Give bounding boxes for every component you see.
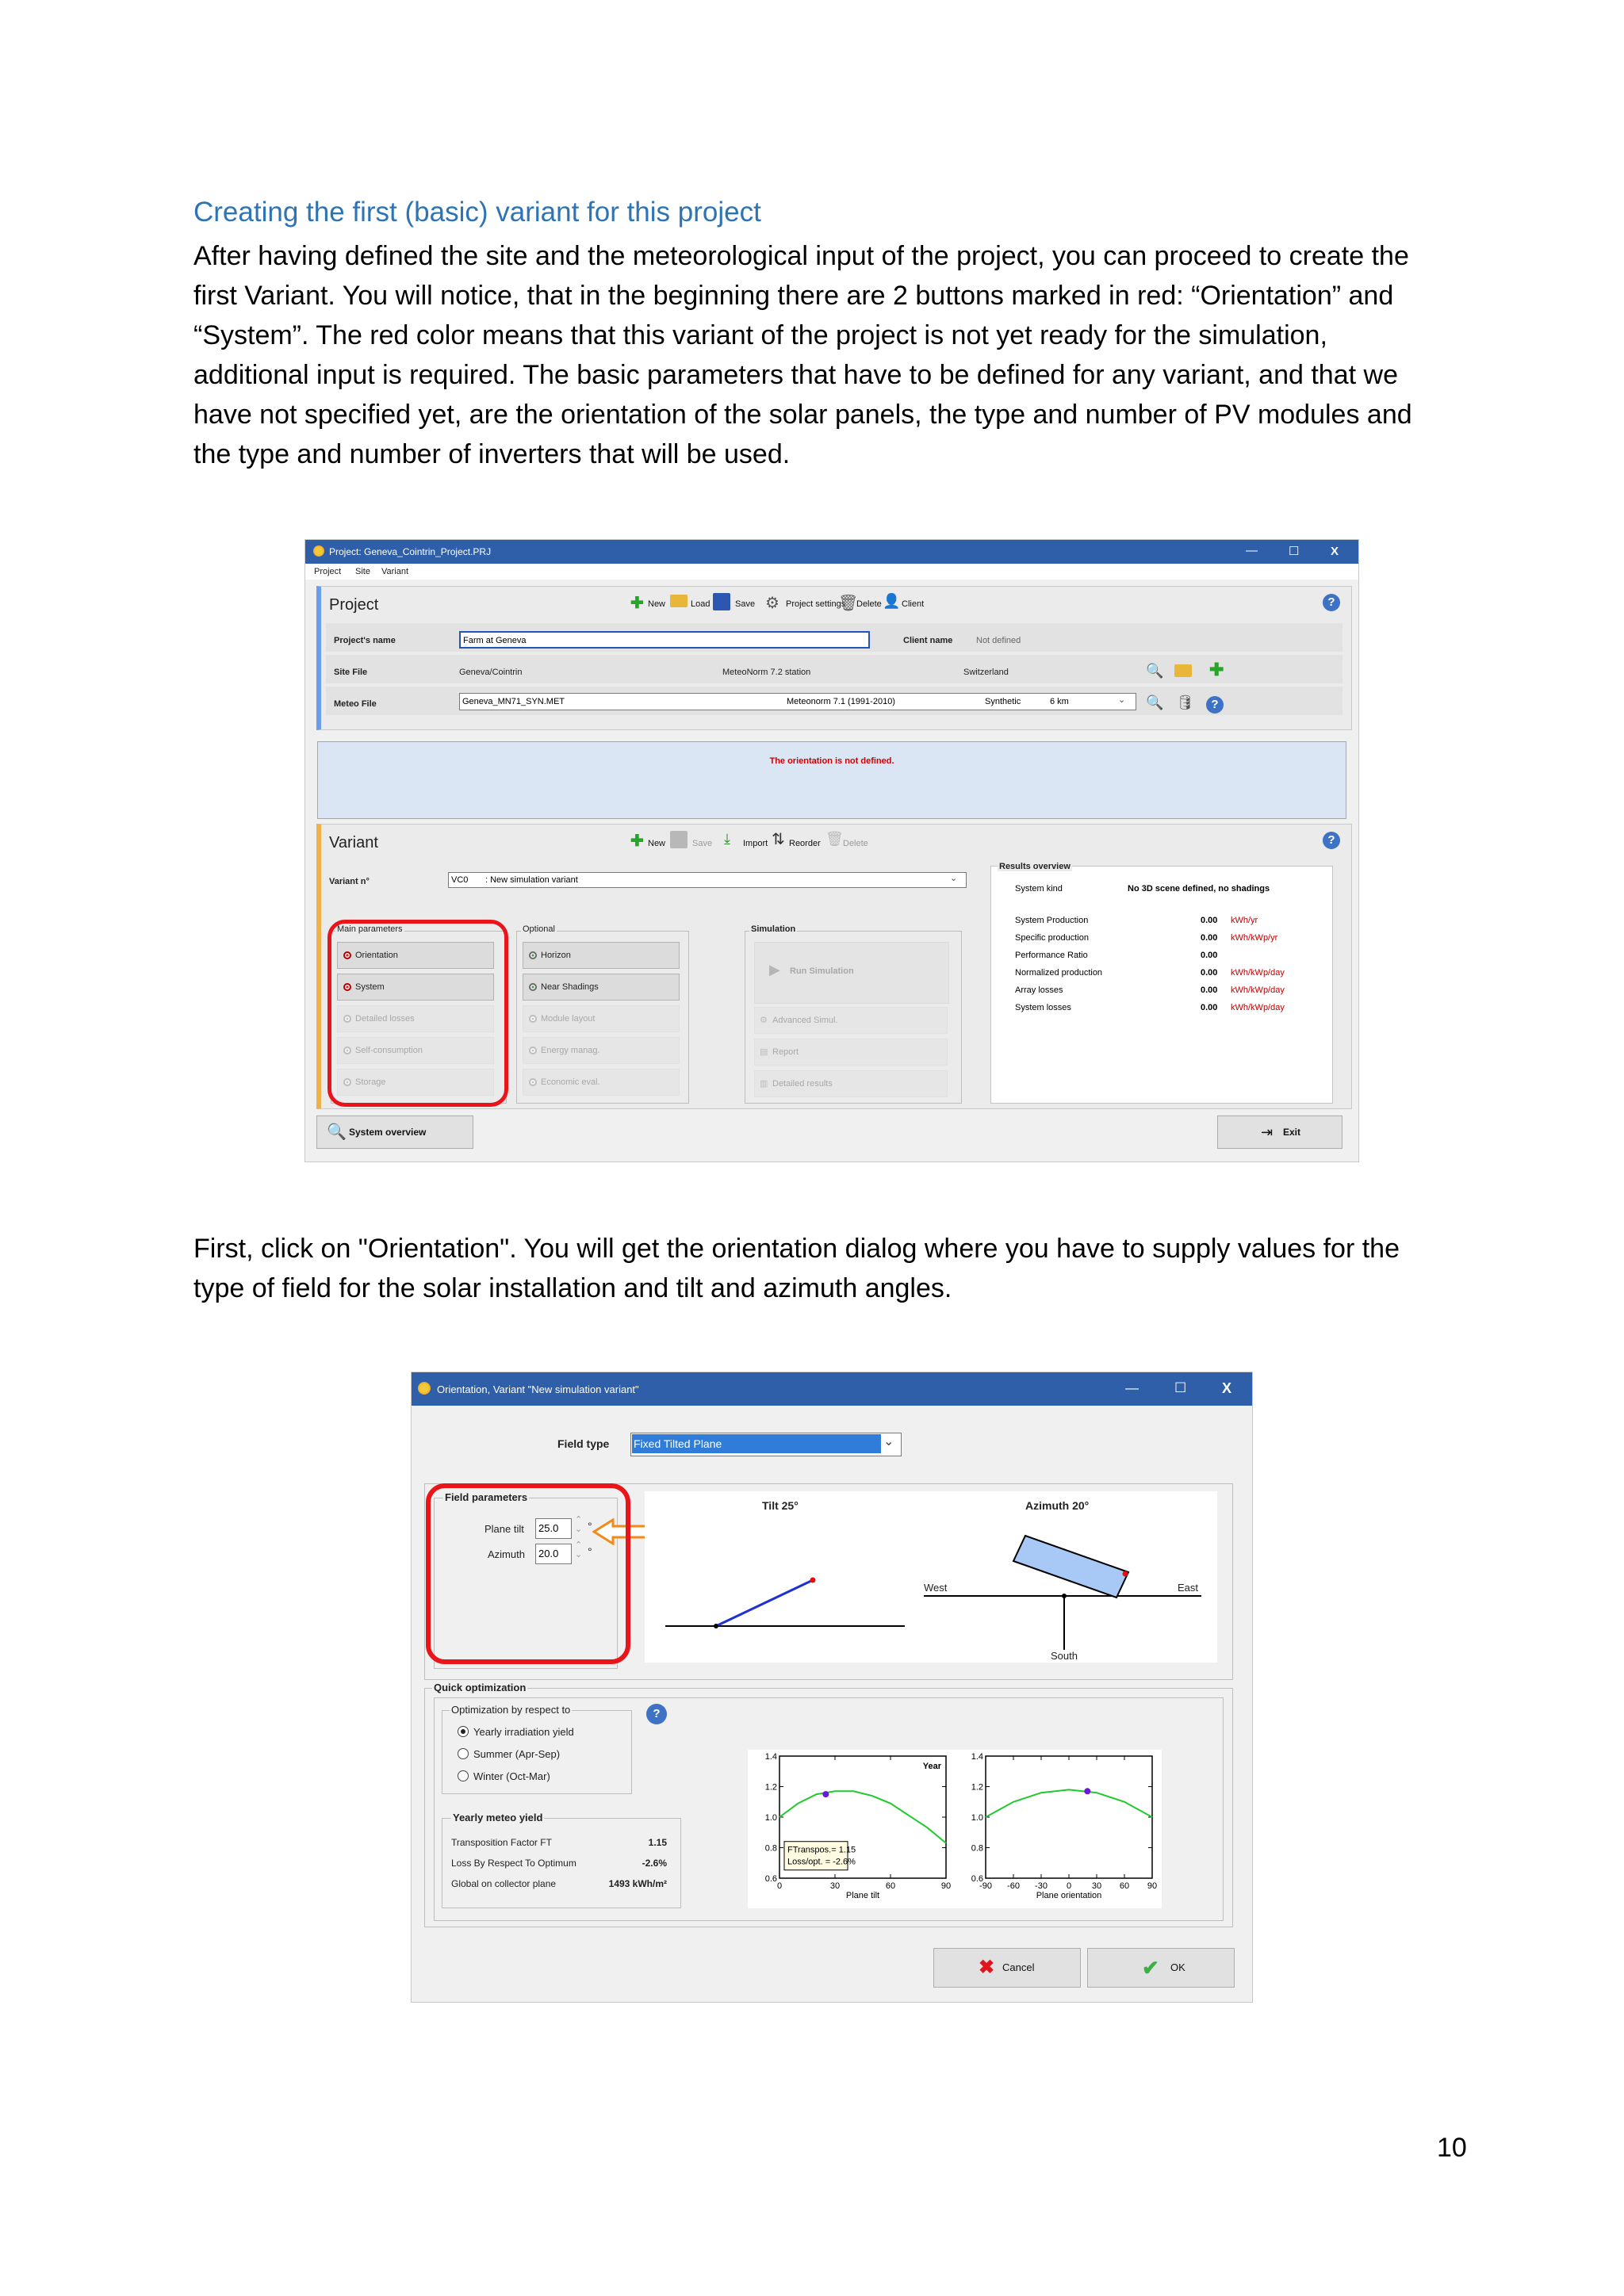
maximize-button[interactable]: ☐ xyxy=(1174,1380,1187,1395)
near-shadings-button[interactable]: Near Shadings xyxy=(523,974,680,1001)
project-titlebar xyxy=(305,540,1358,564)
optimization-radio[interactable] xyxy=(458,1726,469,1737)
save-icon xyxy=(713,593,730,610)
meteo-file-source: Meteonorm 7.1 (1991-2010) xyxy=(787,697,895,706)
main-parameters-title: Main parameters xyxy=(337,924,403,934)
optimization-options-title: Optimization by respect to xyxy=(451,1704,571,1716)
x-tick-label: 30 xyxy=(829,1881,841,1891)
result-unit: kWh/yr xyxy=(1231,916,1258,925)
azimuth-spinner-icon[interactable]: ⌃ ⌄ xyxy=(575,1540,583,1559)
result-value: 0.00 xyxy=(1201,916,1218,925)
paragraph-line: additional input is required. The basic parameters that have to be defined for any variant, and that we xyxy=(193,360,1398,390)
compass-south: South xyxy=(1051,1650,1078,1662)
database-icon[interactable]: 🛢 xyxy=(1176,695,1194,710)
tilt-factor-chart xyxy=(748,1750,956,1908)
y-tick-label: 1.0 xyxy=(764,1813,777,1823)
cancel-button[interactable]: ✖ Cancel xyxy=(933,1948,1081,1988)
field-parameters-title: Field parameters xyxy=(445,1491,528,1503)
paragraph-line: After having defined the site and the meteorological input of the project, you can proceed to create the xyxy=(193,241,1409,271)
plane-tilt-label: Plane tilt xyxy=(485,1523,524,1535)
variant-section xyxy=(316,824,1352,1109)
client-name-label: Client name xyxy=(903,636,953,645)
results-overview-title: Results overview xyxy=(999,862,1071,871)
project-section-title: Project xyxy=(329,596,379,614)
y-tick-label: 1.4 xyxy=(971,1752,983,1762)
client-name-value: Not defined xyxy=(976,636,1021,645)
x-tick-label: 60 xyxy=(1119,1881,1130,1891)
exit-icon: ⇥ xyxy=(1261,1124,1274,1140)
site-file-label: Site File xyxy=(334,668,368,677)
close-button[interactable]: X xyxy=(1331,545,1339,558)
x-tick-label: 0 xyxy=(776,1881,783,1891)
variant-chevron-down-icon: ⌄ xyxy=(950,874,958,883)
azimuth-input[interactable]: 20.0 xyxy=(535,1544,572,1564)
red-highlight-main-parameters xyxy=(327,920,508,1107)
paragraph-line: First, click on "Orientation". You will get the orientation dialog where you have to supply values for the xyxy=(193,1234,1400,1264)
new-icon: ✚ xyxy=(630,595,644,612)
advanced-simulation-button[interactable]: ⚙ Advanced Simul. xyxy=(754,1007,948,1034)
orientation-button[interactable]: Orientation xyxy=(337,942,494,969)
project-name-label: Project's name xyxy=(334,636,396,645)
x-tick-label: 90 xyxy=(1147,1881,1158,1891)
cancel-x-icon: ✖ xyxy=(979,1957,995,1978)
result-label: System losses xyxy=(1015,1003,1071,1012)
yearly-meteo-value: 1.15 xyxy=(648,1837,667,1848)
result-label: Array losses xyxy=(1015,985,1063,995)
play-icon: ▶ xyxy=(769,962,780,978)
azimuth-caption: Azimuth 20° xyxy=(1025,1499,1090,1512)
magnifier-icon: 🔍 xyxy=(327,1123,347,1141)
exit-button[interactable]: ⇥ Exit xyxy=(1217,1115,1342,1149)
plane-tilt-degree: ° xyxy=(588,1520,592,1533)
result-value: 0.00 xyxy=(1201,985,1218,995)
menu-project[interactable]: Project xyxy=(314,567,342,576)
site-file-name: Geneva/Cointrin xyxy=(459,668,523,677)
field-type-select[interactable] xyxy=(630,1433,902,1456)
gear-icon: ⚙ xyxy=(765,595,779,612)
y-tick-label: 1.4 xyxy=(764,1752,777,1762)
result-value: 0.00 xyxy=(1201,951,1218,960)
azimuth-degree: ° xyxy=(588,1545,592,1558)
result-label: Specific production xyxy=(1015,933,1089,943)
field-type-chevron-icon: ⌄ xyxy=(883,1435,894,1448)
compass-west: West xyxy=(924,1582,948,1594)
meteo-file-distance: 6 km xyxy=(1050,697,1069,706)
yearly-meteo-value: 1493 kWh/m² xyxy=(608,1878,667,1889)
quick-optimization-title: Quick optimization xyxy=(434,1682,527,1693)
status-icon xyxy=(529,1078,537,1086)
meteo-file-type: Synthetic xyxy=(985,697,1021,706)
optimum-marker xyxy=(822,1791,829,1797)
orientation-factor-chart xyxy=(954,1750,1162,1908)
menu-bar xyxy=(305,564,1358,580)
field-type-value: Fixed Tilted Plane xyxy=(632,1434,881,1453)
detailed-results-button[interactable]: ▥ Detailed results xyxy=(754,1070,948,1097)
advanced-gear-icon: ⚙ xyxy=(760,1016,768,1025)
yearly-meteo-value: -2.6% xyxy=(642,1858,667,1869)
yearly-meteo-label: Transposition Factor FT xyxy=(451,1837,552,1848)
field-type-label: Field type xyxy=(557,1437,610,1450)
pvsyst-logo-icon xyxy=(313,545,324,557)
meteo-file-select[interactable] xyxy=(459,693,1136,710)
y-tick-label: 1.2 xyxy=(971,1782,983,1793)
project-new-button[interactable]: New xyxy=(648,599,666,609)
result-label: Normalized production xyxy=(1015,968,1103,978)
paragraph-line: first Variant. You will notice, that in the beginning there are 2 buttons marked in red: “Orientation” and xyxy=(193,281,1394,311)
help-icon[interactable]: ? xyxy=(1323,594,1340,611)
orientation-drawing xyxy=(645,1491,1217,1663)
x-axis-label: Plane tilt xyxy=(845,1891,880,1900)
variant-trash-icon: 🗑 xyxy=(825,831,844,847)
system-kind-value: No 3D scene defined, no shadings xyxy=(1128,884,1270,894)
x-tick-label: -30 xyxy=(1035,1881,1048,1891)
chart-title: Year xyxy=(922,1762,941,1771)
site-file-country: Switzerland xyxy=(963,668,1009,677)
optimization-radio[interactable] xyxy=(458,1748,469,1759)
reorder-icon: ⇅ xyxy=(772,831,785,848)
system-button[interactable]: System xyxy=(337,974,494,1001)
x-tick-label: 0 xyxy=(1066,1881,1072,1891)
red-highlight-field-parameters xyxy=(426,1483,630,1664)
self-consumption-button[interactable]: Self-consumption xyxy=(337,1037,494,1064)
tilt-pivot-point xyxy=(714,1624,718,1628)
yearly-meteo-label: Global on collector plane xyxy=(451,1878,557,1889)
result-label: Performance Ratio xyxy=(1015,951,1088,960)
project-delete-button[interactable]: Delete xyxy=(856,599,882,609)
pvsyst-logo-icon xyxy=(418,1382,431,1395)
system-kind-label: System kind xyxy=(1015,884,1063,894)
report-icon: ▤ xyxy=(760,1047,768,1057)
optimization-radio[interactable] xyxy=(458,1770,469,1781)
run-simulation-label: Run Simulation xyxy=(790,966,854,976)
project-window xyxy=(304,539,1359,1162)
ok-button[interactable]: ✔ OK xyxy=(1087,1948,1235,1988)
message-panel xyxy=(317,741,1346,819)
maximize-button[interactable]: ☐ xyxy=(1289,545,1300,558)
yearly-meteo-title: Yearly meteo yield xyxy=(453,1812,543,1823)
x-tick-label: 90 xyxy=(940,1881,952,1891)
tilt-plane-tip xyxy=(810,1578,816,1583)
variant-save-button[interactable]: Save xyxy=(692,839,713,848)
paragraph-line: the type and number of inverters that will be used. xyxy=(193,439,791,469)
optional-title: Optional xyxy=(523,924,555,934)
result-value: 0.00 xyxy=(1201,933,1218,943)
ok-check-icon: ✔ xyxy=(1142,1956,1159,1980)
detailed-losses-button[interactable]: Detailed losses xyxy=(337,1005,494,1032)
folder-icon xyxy=(670,595,688,607)
variant-code: VC0 xyxy=(451,875,469,885)
menu-variant[interactable]: Variant xyxy=(381,567,409,576)
azimuth-panel xyxy=(1013,1536,1128,1598)
site-add-icon[interactable]: ✚ xyxy=(1209,660,1224,679)
minimize-button[interactable]: — xyxy=(1246,544,1258,557)
run-simulation-button[interactable] xyxy=(754,942,949,1004)
y-tick-label: 1.0 xyxy=(971,1813,983,1823)
status-green-icon xyxy=(529,951,537,959)
project-settings-button[interactable]: Project settings xyxy=(786,599,846,609)
paragraph-line: “System”. The red color means that this variant of the project is not yet ready for the simulation, xyxy=(193,320,1327,350)
optimization-option-label: Summer (Apr-Sep) xyxy=(473,1748,561,1760)
orientation-titlebar xyxy=(412,1372,1252,1406)
project-name-input[interactable]: Farm at Geneva xyxy=(459,631,870,649)
result-value: 0.00 xyxy=(1201,1003,1218,1012)
azimuth-label: Azimuth xyxy=(488,1548,525,1560)
azimuth-panel-tip xyxy=(1123,1571,1128,1577)
section-heading: Creating the first (basic) variant for this project xyxy=(193,197,761,228)
orientation-paragraph xyxy=(193,1229,1462,1308)
optimization-help-icon[interactable]: ? xyxy=(646,1704,667,1724)
project-section xyxy=(316,586,1352,730)
paragraph-line: have not specified yet, are the orientation of the solar panels, the type and number of PV modules and xyxy=(193,400,1412,430)
client-icon: 👤 xyxy=(883,593,901,609)
variant-delete-button[interactable]: Delete xyxy=(843,839,868,848)
plane-tilt-spinner-icon[interactable]: ⌃ ⌄ xyxy=(575,1515,583,1534)
variant-select[interactable] xyxy=(448,872,967,888)
meteo-file-label: Meteo File xyxy=(334,699,377,709)
annotation-text: FTranspos.= 1.15 xyxy=(787,1845,856,1855)
optimum-marker xyxy=(1084,1788,1090,1794)
tilt-plane-line xyxy=(716,1580,813,1626)
simulation-title: Simulation xyxy=(751,924,796,934)
x-axis-label: Plane orientation xyxy=(1036,1891,1102,1900)
project-load-button[interactable]: Load xyxy=(691,599,710,609)
page-number: 10 xyxy=(1437,2133,1467,2163)
meteo-help-icon[interactable]: ? xyxy=(1206,696,1224,714)
report-button[interactable]: ▤ Report xyxy=(754,1039,948,1066)
project-window-title: Project: Geneva_Cointrin_Project.PRJ xyxy=(329,546,492,557)
variant-name: : New simulation variant xyxy=(485,875,578,885)
plane-tilt-input[interactable]: 25.0 xyxy=(535,1518,572,1539)
variant-save-icon xyxy=(670,831,688,848)
economic-eval-button[interactable]: Economic eval. xyxy=(523,1069,680,1096)
yearly-meteo-label: Loss By Respect To Optimum xyxy=(451,1858,576,1869)
site-open-folder-icon[interactable] xyxy=(1174,664,1192,677)
y-tick-label: 1.2 xyxy=(764,1782,777,1793)
chart-frame xyxy=(986,1756,1152,1878)
result-unit: kWh/kWp/yr xyxy=(1231,933,1278,943)
site-search-icon[interactable]: 🔍 xyxy=(1146,663,1164,679)
menu-site[interactable]: Site xyxy=(355,567,370,576)
x-tick-label: -90 xyxy=(979,1881,992,1891)
project-client-button[interactable]: Client xyxy=(902,599,925,609)
chart-icon: ▥ xyxy=(760,1079,768,1089)
x-tick-label: 30 xyxy=(1091,1881,1102,1891)
import-icon: ⤓ xyxy=(724,831,730,847)
tilt-caption: Tilt 25° xyxy=(762,1499,799,1512)
paragraph-line: type of field for the solar installation and tilt and azimuth angles. xyxy=(193,1273,952,1303)
result-label: System Production xyxy=(1015,916,1089,925)
result-unit: kWh/kWp/day xyxy=(1231,1003,1285,1012)
x-tick-label: 60 xyxy=(885,1881,896,1891)
x-tick-label: -60 xyxy=(1007,1881,1020,1891)
orientation-window xyxy=(411,1372,1253,2003)
result-unit: kWh/kWp/day xyxy=(1231,985,1285,995)
project-save-button[interactable]: Save xyxy=(735,599,756,609)
meteo-file-name: Geneva_MN71_SYN.MET xyxy=(462,697,565,706)
orientation-illustration xyxy=(645,1491,1217,1663)
variant-number-label: Variant n° xyxy=(329,877,370,886)
variant-help-icon[interactable]: ? xyxy=(1323,832,1340,849)
y-tick-label: 0.8 xyxy=(764,1843,777,1854)
storage-button[interactable]: Storage xyxy=(337,1069,494,1096)
y-tick-label: 0.6 xyxy=(764,1874,777,1884)
y-tick-label: 0.8 xyxy=(971,1843,983,1854)
site-file-source: MeteoNorm 7.2 station xyxy=(722,668,811,677)
annotation-text: Loss/opt. = -2.6% xyxy=(787,1857,856,1867)
variant-import-button[interactable]: Import xyxy=(743,839,768,848)
horizon-button[interactable]: Horizon xyxy=(523,942,680,969)
status-icon xyxy=(529,1047,537,1054)
trash-icon: 🗑 xyxy=(838,595,859,612)
result-value: 0.00 xyxy=(1201,968,1218,978)
intro-paragraph xyxy=(193,236,1462,474)
status-icon xyxy=(529,1015,537,1023)
meteo-search-icon[interactable]: 🔍 xyxy=(1146,695,1164,710)
orientation-window-title: Orientation, Variant "New simulation variant" xyxy=(437,1383,639,1395)
status-green-icon xyxy=(529,983,537,991)
optimization-option-label: Winter (Oct-Mar) xyxy=(473,1770,550,1782)
compass-east: East xyxy=(1178,1582,1199,1594)
azimuth-pivot-point xyxy=(1062,1594,1067,1598)
variant-section-title: Variant xyxy=(329,834,378,851)
energy-management-button[interactable]: Energy manag. xyxy=(523,1037,680,1064)
variant-new-button[interactable]: New xyxy=(648,839,666,848)
variant-reorder-button[interactable]: Reorder xyxy=(789,839,821,848)
optimization-option-label: Yearly irradiation yield xyxy=(473,1726,574,1738)
minimize-button[interactable]: — xyxy=(1125,1380,1139,1395)
system-overview-button[interactable]: 🔍 System overview xyxy=(316,1115,473,1149)
close-button[interactable]: X xyxy=(1222,1380,1232,1396)
y-tick-label: 0.6 xyxy=(971,1874,983,1884)
chevron-down-icon: ⌄ xyxy=(1118,695,1126,705)
orientation-warning-text: The orientation is not defined. xyxy=(769,756,894,766)
variant-new-icon: ✚ xyxy=(630,832,644,850)
result-unit: kWh/kWp/day xyxy=(1231,968,1285,978)
results-overview-panel xyxy=(990,862,1333,1104)
module-layout-button[interactable]: Module layout xyxy=(523,1005,680,1032)
